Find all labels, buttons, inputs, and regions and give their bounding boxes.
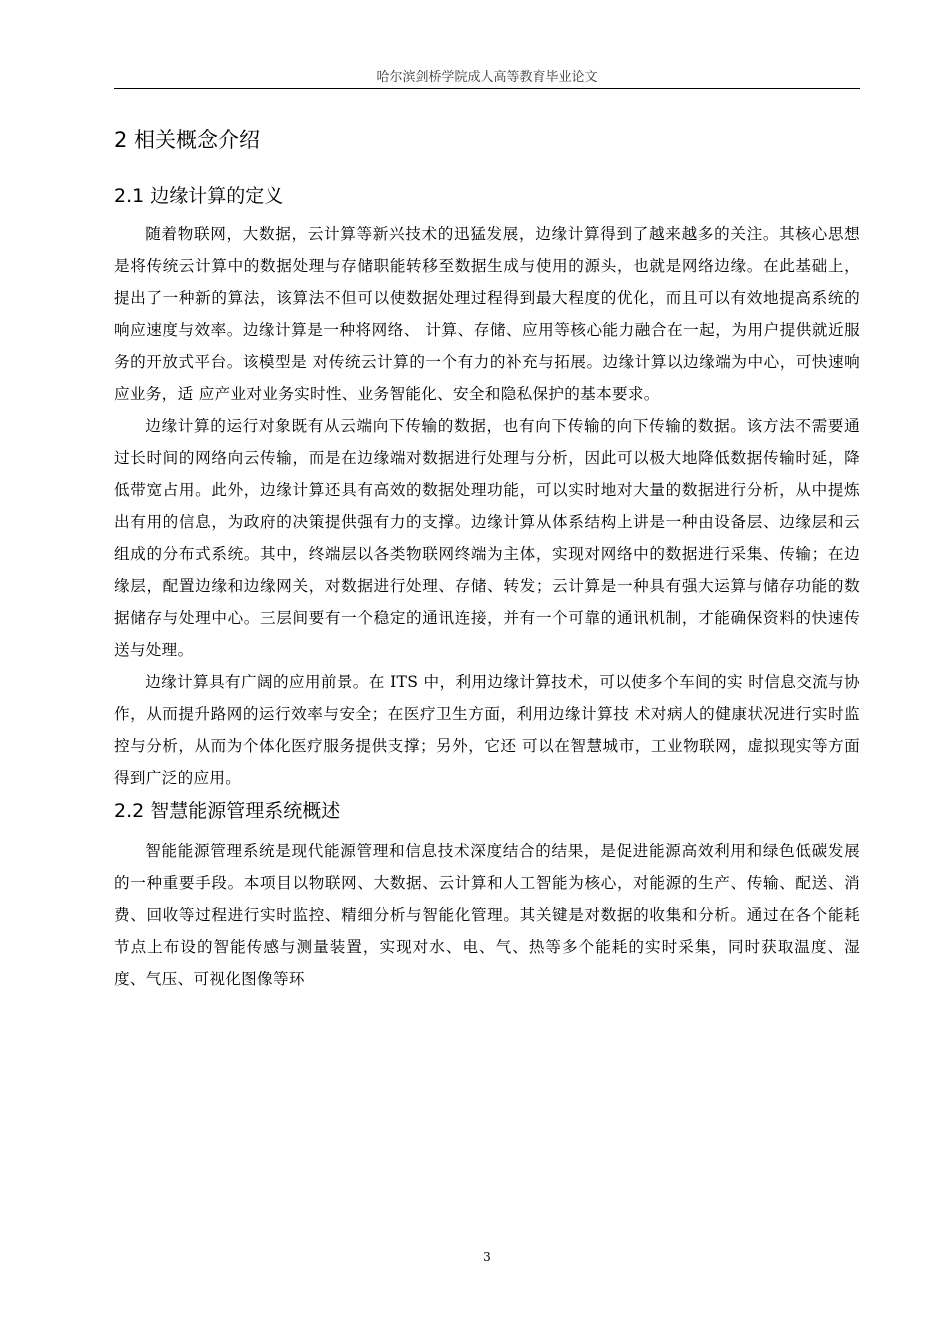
paragraph: 随着物联网，大数据，云计算等新兴技术的迅猛发展，边缘计算得到了越来越多的关注。其核心思想是将传统云计算中的数据处理与存储职能转移至数据生成与使用的源头，也就是网络边缘。在此基础上，提出了一种新的算法，该算法不但可以使数据处理过程得到最大程度的优化，而且可以有效地提高系统的响应速度与效率。边缘计算是一种将网络、 计算、存储、应用等核心能力融合在一起，为用户提供就近服务的开放式平台。该模型是 对传统云计算的一个有力的补充与拓展。边缘计算以边缘端为中心，可快速响应业务，适 应产业对业务实时性、业务智能化、安全和隐私保护的基本要求。 <box>114 225 860 403</box>
chapter-title: 2 相关概念介绍 <box>114 128 261 152</box>
header-rule <box>114 88 860 89</box>
paragraph: 智能能源管理系统是现代能源管理和信息技术深度结合的结果，是促进能源高效利用和绿色低碳发展的一种重要手段。本项目以物联网、大数据、云计算和人工智能为核心，对能源的生产、传输、配送、消费、回收等过程进行实时监控、精细分析与智能化管理。其关键是对数据的收集和分析。通过在各个能耗节点上布设的智能传感与测量装置，实现对水、电、气、热等多个能耗的实时采集，同时获取温度、湿度、气压、可视化图像等环 <box>114 842 860 988</box>
paragraph: 边缘计算具有广阔的应用前景。在 ITS 中，利用边缘计算技术，可以使多个车间的实 时信息交流与协作，从而提升路网的运行效率与安全；在医疗卫生方面，利用边缘计算技 术对病人的健康状况进行实时监控与分析，从而为个体化医疗服务提供支撑；另外，它还 可以在智慧城市，工业物联网，虚拟现实等方面得到广泛的应用。 <box>114 673 860 787</box>
section-title-2-1: 2.1 边缘计算的定义 <box>114 185 284 207</box>
page-body <box>114 100 860 995</box>
paragraph: 边缘计算的运行对象既有从云端向下传输的数据，也有向下传输的向下传输的数据。该方法不需要通过长时间的网络向云传输，而是在边缘端对数据进行处理与分析，因此可以极大地降低数据传输时延，降低带宽占用。此外，边缘计算还具有高效的数据处理功能，可以实时地对大量的数据进行分析，从中提炼出有用的信息，为政府的决策提供强有力的支撑。边缘计算从体系结构上讲是一种由设备层、边缘层和云组成的分布式系统。其中，终端层以各类物联网终端为主体，实现对网络中的数据进行采集、传输；在边缘层，配置边缘和边缘网关，对数据进行处理、存储、转发；云计算是一种具有强大运算与储存功能的数据储存与处理中心。三层间要有一个稳定的通讯连接，并有一个可靠的通讯机制，才能确保资料的快速传送与处理。 <box>114 417 860 659</box>
running-header: 哈尔滨剑桥学院成人高等教育毕业论文 <box>376 70 598 85</box>
section-title-2-2: 2.2 智慧能源管理系统概述 <box>114 800 341 822</box>
page-number: 3 <box>483 1250 491 1264</box>
